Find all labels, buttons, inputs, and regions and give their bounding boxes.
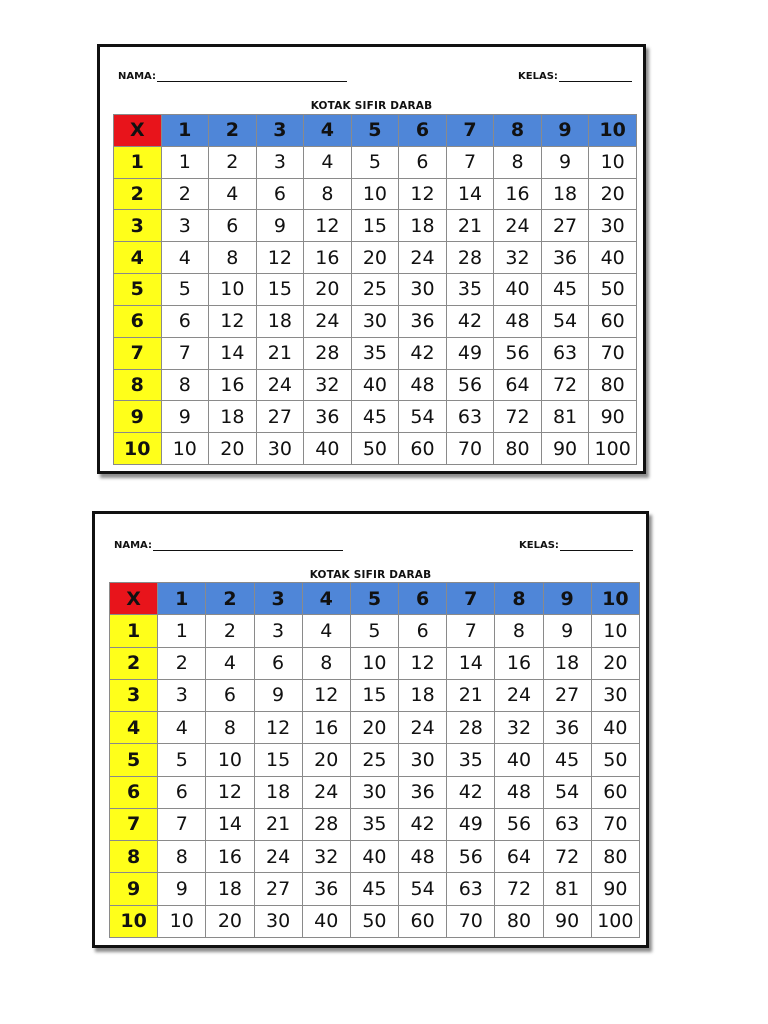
product-cell: 5 <box>161 274 209 306</box>
column-header: 6 <box>399 583 447 615</box>
column-header: 3 <box>254 583 302 615</box>
product-cell: 40 <box>589 242 637 274</box>
product-cell: 9 <box>541 146 589 178</box>
product-cell: 12 <box>304 210 352 242</box>
product-cell: 6 <box>206 679 254 711</box>
product-cell: 54 <box>399 873 447 905</box>
product-cell: 48 <box>399 369 447 401</box>
column-header: 4 <box>302 583 350 615</box>
product-cell: 40 <box>302 905 350 937</box>
product-cell: 16 <box>209 369 257 401</box>
product-cell: 50 <box>350 905 398 937</box>
product-cell: 8 <box>209 242 257 274</box>
product-cell: 20 <box>350 712 398 744</box>
product-cell: 36 <box>302 873 350 905</box>
row-header: 1 <box>114 146 162 178</box>
product-cell: 10 <box>591 615 639 647</box>
column-header: 9 <box>543 583 591 615</box>
product-cell: 35 <box>351 337 399 369</box>
row-header: 5 <box>114 274 162 306</box>
product-cell: 8 <box>494 146 542 178</box>
product-cell: 1 <box>158 615 206 647</box>
product-cell: 32 <box>302 841 350 873</box>
row-header: 5 <box>110 744 158 776</box>
product-cell: 9 <box>161 401 209 433</box>
kelas-field <box>519 540 633 551</box>
product-cell: 49 <box>446 337 494 369</box>
product-cell: 4 <box>209 178 257 210</box>
nama-label: NAMA: <box>114 540 152 551</box>
product-cell: 5 <box>351 146 399 178</box>
product-cell: 21 <box>446 210 494 242</box>
product-cell: 12 <box>206 776 254 808</box>
product-cell: 36 <box>399 305 447 337</box>
product-cell: 10 <box>206 744 254 776</box>
product-cell: 2 <box>209 146 257 178</box>
product-cell: 27 <box>256 401 304 433</box>
product-cell: 60 <box>589 305 637 337</box>
row-header: 10 <box>114 433 162 465</box>
table-row <box>114 401 637 433</box>
product-cell: 24 <box>494 210 542 242</box>
product-cell: 72 <box>541 369 589 401</box>
row-header: 4 <box>110 712 158 744</box>
product-cell: 25 <box>350 744 398 776</box>
product-cell: 14 <box>446 178 494 210</box>
product-cell: 24 <box>399 712 447 744</box>
column-header: 2 <box>206 583 254 615</box>
table-row <box>114 178 637 210</box>
product-cell: 7 <box>158 808 206 840</box>
table-row <box>114 369 637 401</box>
row-header: 6 <box>110 776 158 808</box>
product-cell: 48 <box>495 776 543 808</box>
column-header: 1 <box>161 115 209 147</box>
product-cell: 12 <box>256 242 304 274</box>
product-cell: 8 <box>495 615 543 647</box>
product-cell: 36 <box>304 401 352 433</box>
column-header: 3 <box>256 115 304 147</box>
kelas-blank-line <box>560 540 633 551</box>
nama-field <box>118 71 347 82</box>
product-cell: 42 <box>399 337 447 369</box>
product-cell: 3 <box>161 210 209 242</box>
table-row <box>110 808 640 840</box>
product-cell: 70 <box>446 433 494 465</box>
product-cell: 18 <box>399 210 447 242</box>
product-cell: 63 <box>541 337 589 369</box>
table-row <box>114 433 637 465</box>
product-cell: 30 <box>591 679 639 711</box>
product-cell: 90 <box>591 873 639 905</box>
product-cell: 18 <box>209 401 257 433</box>
column-header: 7 <box>446 115 494 147</box>
product-cell: 80 <box>589 369 637 401</box>
column-header: 10 <box>591 583 639 615</box>
product-cell: 54 <box>399 401 447 433</box>
product-cell: 5 <box>158 744 206 776</box>
product-cell: 4 <box>161 242 209 274</box>
corner-cell: X <box>110 583 158 615</box>
product-cell: 81 <box>543 873 591 905</box>
column-header: 7 <box>447 583 495 615</box>
product-cell: 14 <box>209 337 257 369</box>
product-cell: 28 <box>302 808 350 840</box>
product-cell: 12 <box>209 305 257 337</box>
product-cell: 10 <box>589 146 637 178</box>
product-cell: 20 <box>304 274 352 306</box>
product-cell: 16 <box>495 647 543 679</box>
product-cell: 25 <box>351 274 399 306</box>
table-row <box>110 873 640 905</box>
product-cell: 56 <box>495 808 543 840</box>
product-cell: 24 <box>304 305 352 337</box>
product-cell: 16 <box>494 178 542 210</box>
table-row <box>110 712 640 744</box>
product-cell: 50 <box>589 274 637 306</box>
row-header: 8 <box>110 841 158 873</box>
column-header: 5 <box>351 115 399 147</box>
product-cell: 72 <box>495 873 543 905</box>
product-cell: 20 <box>206 905 254 937</box>
product-cell: 9 <box>543 615 591 647</box>
product-cell: 6 <box>256 178 304 210</box>
product-cell: 6 <box>158 776 206 808</box>
product-cell: 20 <box>209 433 257 465</box>
product-cell: 56 <box>494 337 542 369</box>
product-cell: 64 <box>495 841 543 873</box>
product-cell: 12 <box>399 647 447 679</box>
product-cell: 27 <box>543 679 591 711</box>
column-header: 1 <box>158 583 206 615</box>
product-cell: 81 <box>541 401 589 433</box>
product-cell: 1 <box>161 146 209 178</box>
header-row <box>114 115 637 147</box>
product-cell: 18 <box>541 178 589 210</box>
product-cell: 42 <box>399 808 447 840</box>
product-cell: 100 <box>591 905 639 937</box>
product-cell: 35 <box>350 808 398 840</box>
product-cell: 2 <box>161 178 209 210</box>
product-cell: 30 <box>589 210 637 242</box>
product-cell: 14 <box>447 647 495 679</box>
table-row <box>114 210 637 242</box>
column-header: 4 <box>304 115 352 147</box>
product-cell: 24 <box>302 776 350 808</box>
table-row <box>114 305 637 337</box>
product-cell: 90 <box>589 401 637 433</box>
row-header: 8 <box>114 369 162 401</box>
product-cell: 8 <box>158 841 206 873</box>
row-header: 6 <box>114 305 162 337</box>
column-header: 8 <box>495 583 543 615</box>
product-cell: 70 <box>591 808 639 840</box>
product-cell: 16 <box>302 712 350 744</box>
product-cell: 24 <box>495 679 543 711</box>
product-cell: 54 <box>543 776 591 808</box>
product-cell: 20 <box>351 242 399 274</box>
product-cell: 6 <box>254 647 302 679</box>
product-cell: 10 <box>161 433 209 465</box>
product-cell: 56 <box>447 841 495 873</box>
product-cell: 7 <box>447 615 495 647</box>
product-cell: 18 <box>254 776 302 808</box>
product-cell: 4 <box>304 146 352 178</box>
product-cell: 20 <box>589 178 637 210</box>
product-cell: 28 <box>446 242 494 274</box>
nama-label: NAMA: <box>118 71 156 82</box>
product-cell: 63 <box>447 873 495 905</box>
product-cell: 18 <box>256 305 304 337</box>
product-cell: 50 <box>351 433 399 465</box>
table-row <box>114 274 637 306</box>
nama-field <box>114 540 343 551</box>
sheet-title: KOTAK SIFIR DARAB <box>310 100 433 112</box>
product-cell: 45 <box>350 873 398 905</box>
product-cell: 60 <box>399 433 447 465</box>
product-cell: 9 <box>158 873 206 905</box>
product-cell: 42 <box>447 776 495 808</box>
row-header: 7 <box>114 337 162 369</box>
corner-cell: X <box>114 115 162 147</box>
row-header: 2 <box>114 178 162 210</box>
product-cell: 3 <box>256 146 304 178</box>
product-cell: 48 <box>494 305 542 337</box>
product-cell: 24 <box>254 841 302 873</box>
column-header: 10 <box>589 115 637 147</box>
product-cell: 32 <box>495 712 543 744</box>
nama-blank-line <box>153 540 343 551</box>
sheet-title: KOTAK SIFIR DARAB <box>309 569 432 581</box>
multiplication-table <box>113 114 637 465</box>
product-cell: 15 <box>254 744 302 776</box>
product-cell: 8 <box>161 369 209 401</box>
product-cell: 2 <box>206 615 254 647</box>
product-cell: 15 <box>350 679 398 711</box>
product-cell: 27 <box>254 873 302 905</box>
product-cell: 40 <box>494 274 542 306</box>
product-cell: 36 <box>541 242 589 274</box>
table-row <box>114 242 637 274</box>
product-cell: 64 <box>494 369 542 401</box>
row-header: 3 <box>114 210 162 242</box>
product-cell: 18 <box>543 647 591 679</box>
row-header: 9 <box>114 401 162 433</box>
table-row <box>110 841 640 873</box>
product-cell: 6 <box>399 146 447 178</box>
table-row <box>114 337 637 369</box>
product-cell: 56 <box>446 369 494 401</box>
product-cell: 100 <box>589 433 637 465</box>
product-cell: 48 <box>399 841 447 873</box>
product-cell: 14 <box>206 808 254 840</box>
row-header: 9 <box>110 873 158 905</box>
product-cell: 70 <box>589 337 637 369</box>
product-cell: 16 <box>304 242 352 274</box>
kelas-field <box>518 71 632 82</box>
product-cell: 9 <box>254 679 302 711</box>
product-cell: 60 <box>591 776 639 808</box>
product-cell: 80 <box>591 841 639 873</box>
table-row <box>110 744 640 776</box>
table-row <box>110 679 640 711</box>
product-cell: 20 <box>302 744 350 776</box>
product-cell: 16 <box>206 841 254 873</box>
product-cell: 6 <box>161 305 209 337</box>
product-cell: 45 <box>541 274 589 306</box>
product-cell: 54 <box>541 305 589 337</box>
product-cell: 3 <box>158 679 206 711</box>
product-cell: 72 <box>543 841 591 873</box>
product-cell: 40 <box>591 712 639 744</box>
product-cell: 12 <box>254 712 302 744</box>
product-cell: 45 <box>351 401 399 433</box>
row-header: 1 <box>110 615 158 647</box>
product-cell: 80 <box>495 905 543 937</box>
product-cell: 30 <box>256 433 304 465</box>
table-row <box>110 905 640 937</box>
product-cell: 45 <box>543 744 591 776</box>
product-cell: 30 <box>351 305 399 337</box>
product-cell: 30 <box>350 776 398 808</box>
product-cell: 21 <box>254 808 302 840</box>
product-cell: 60 <box>399 905 447 937</box>
table-row <box>110 647 640 679</box>
kelas-blank-line <box>559 71 632 82</box>
product-cell: 35 <box>447 744 495 776</box>
multiplication-sheet-top <box>97 44 646 474</box>
product-cell: 12 <box>302 679 350 711</box>
column-header: 5 <box>350 583 398 615</box>
product-cell: 70 <box>447 905 495 937</box>
product-cell: 24 <box>256 369 304 401</box>
product-cell: 10 <box>158 905 206 937</box>
product-cell: 8 <box>302 647 350 679</box>
product-cell: 72 <box>494 401 542 433</box>
product-cell: 40 <box>304 433 352 465</box>
product-cell: 50 <box>591 744 639 776</box>
product-cell: 30 <box>254 905 302 937</box>
column-header: 9 <box>541 115 589 147</box>
multiplication-table <box>109 582 640 938</box>
product-cell: 42 <box>446 305 494 337</box>
kelas-label: KELAS: <box>518 71 558 82</box>
row-header: 10 <box>110 905 158 937</box>
product-cell: 6 <box>209 210 257 242</box>
row-header: 2 <box>110 647 158 679</box>
product-cell: 6 <box>399 615 447 647</box>
product-cell: 63 <box>543 808 591 840</box>
product-cell: 9 <box>256 210 304 242</box>
product-cell: 20 <box>591 647 639 679</box>
product-cell: 5 <box>350 615 398 647</box>
nama-blank-line <box>157 71 347 82</box>
product-cell: 21 <box>447 679 495 711</box>
table-row <box>114 146 637 178</box>
product-cell: 12 <box>399 178 447 210</box>
header-row <box>110 583 640 615</box>
product-cell: 7 <box>161 337 209 369</box>
product-cell: 18 <box>399 679 447 711</box>
product-cell: 4 <box>206 647 254 679</box>
product-cell: 15 <box>256 274 304 306</box>
product-cell: 27 <box>541 210 589 242</box>
multiplication-sheet-bottom <box>92 511 649 948</box>
product-cell: 7 <box>446 146 494 178</box>
product-cell: 3 <box>254 615 302 647</box>
table-row <box>110 776 640 808</box>
product-cell: 40 <box>495 744 543 776</box>
product-cell: 36 <box>543 712 591 744</box>
product-cell: 15 <box>351 210 399 242</box>
table-row <box>110 615 640 647</box>
kelas-label: KELAS: <box>519 540 559 551</box>
product-cell: 40 <box>351 369 399 401</box>
product-cell: 32 <box>304 369 352 401</box>
product-cell: 49 <box>447 808 495 840</box>
row-header: 7 <box>110 808 158 840</box>
product-cell: 30 <box>399 744 447 776</box>
product-cell: 35 <box>446 274 494 306</box>
product-cell: 36 <box>399 776 447 808</box>
product-cell: 80 <box>494 433 542 465</box>
product-cell: 2 <box>158 647 206 679</box>
product-cell: 32 <box>494 242 542 274</box>
product-cell: 4 <box>158 712 206 744</box>
product-cell: 18 <box>206 873 254 905</box>
product-cell: 10 <box>209 274 257 306</box>
product-cell: 90 <box>541 433 589 465</box>
product-cell: 24 <box>399 242 447 274</box>
product-cell: 28 <box>447 712 495 744</box>
product-cell: 10 <box>350 647 398 679</box>
product-cell: 90 <box>543 905 591 937</box>
column-header: 8 <box>494 115 542 147</box>
product-cell: 63 <box>446 401 494 433</box>
row-header: 4 <box>114 242 162 274</box>
column-header: 2 <box>209 115 257 147</box>
product-cell: 8 <box>206 712 254 744</box>
product-cell: 21 <box>256 337 304 369</box>
row-header: 3 <box>110 679 158 711</box>
product-cell: 40 <box>350 841 398 873</box>
product-cell: 4 <box>302 615 350 647</box>
product-cell: 10 <box>351 178 399 210</box>
product-cell: 28 <box>304 337 352 369</box>
column-header: 6 <box>399 115 447 147</box>
product-cell: 30 <box>399 274 447 306</box>
product-cell: 8 <box>304 178 352 210</box>
